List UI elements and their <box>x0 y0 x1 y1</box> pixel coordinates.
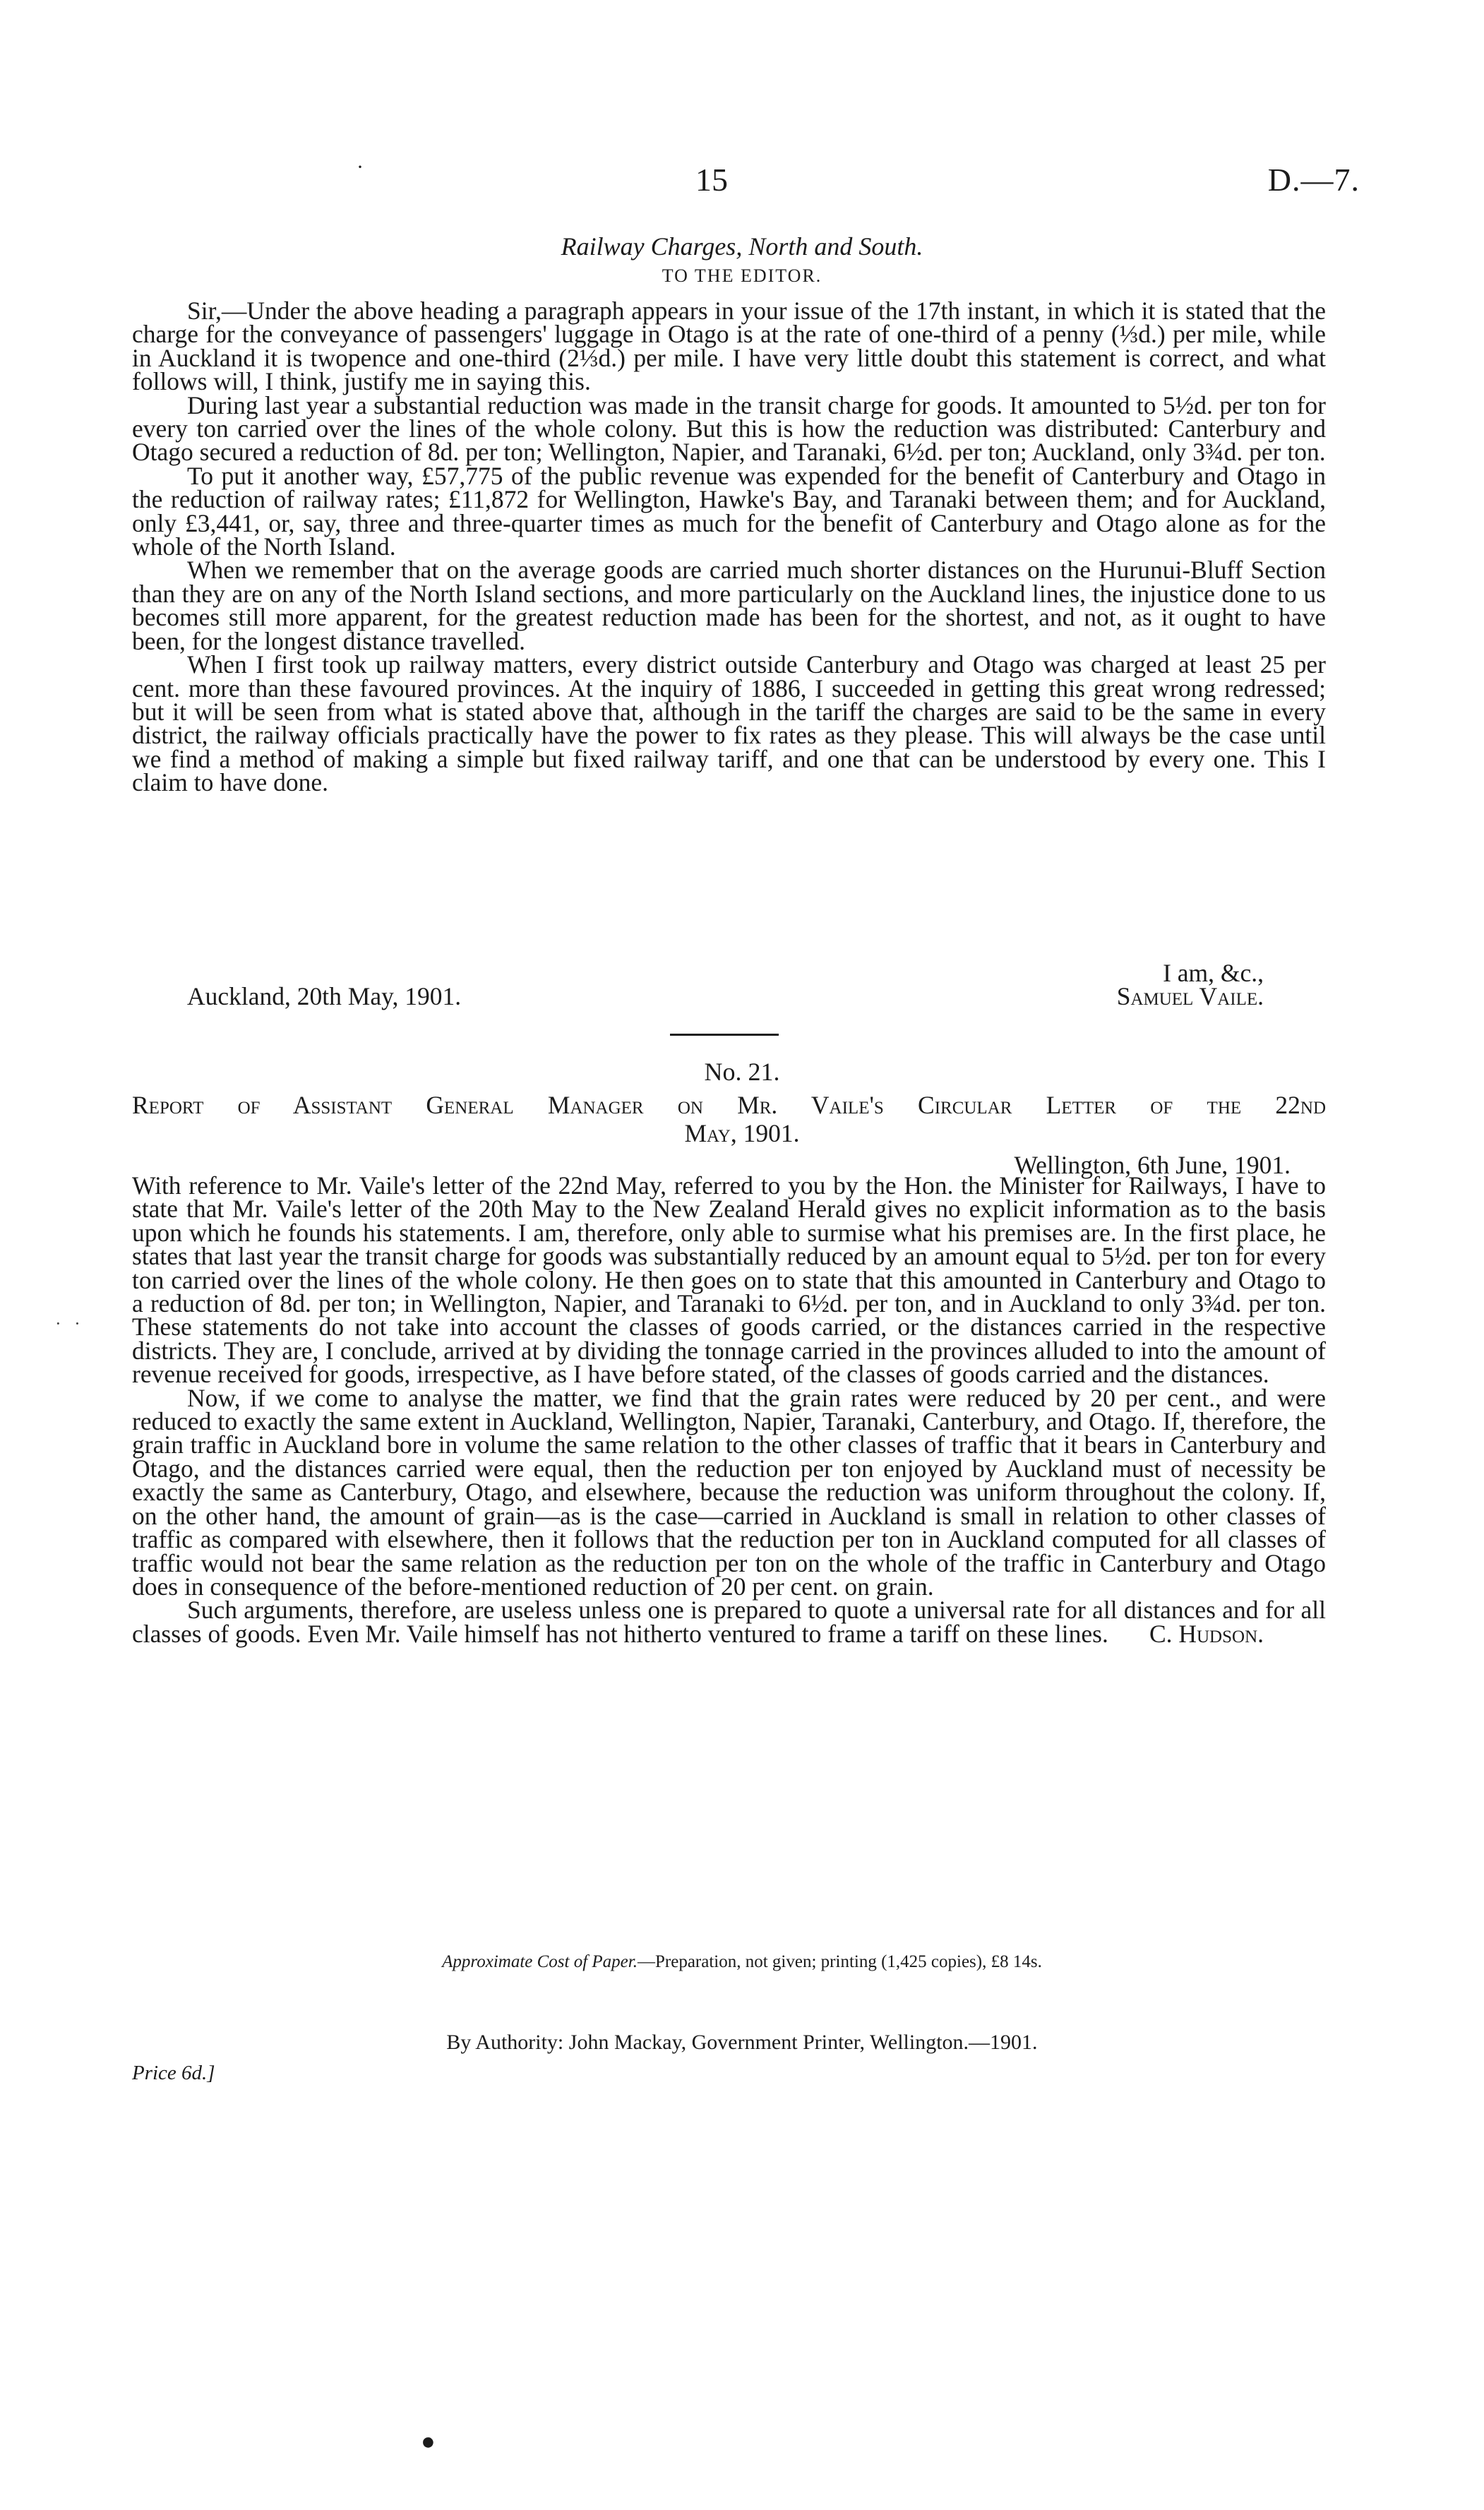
cost-text: —Preparation, not given; printing (1,425 copies), £8 14s. <box>638 1952 1042 1971</box>
price-note: Price 6d.] <box>132 2062 215 2084</box>
letter-signature: Samuel Vaile. <box>1116 982 1264 1010</box>
report-paragraph: With reference to Mr. Vaile's letter of the 22nd May, referred to you by the Hon. the Minister for Railways, I have to state that Mr. Vaile's letter of the 20th May to the New Zealand Herald gives no explicit information as to the basis upon which he founds his statements. I am, therefore, only able to surmise what his premises are. In the first place, he states that last year the transit charge for goods was substantially reduced by an amount equal to 5½d. per ton for every ton carried over the lines of the whole colony. He then goes on to state that this amounted in Canterbury and Otago to a reduction of 8d. per ton; in Wellington, Napier, and Taranaki to 6½d. per ton, and in Auckland to only 3¾d. per ton. These statements do not take into account the classes of goods carried, or the distances carried in the respective districts. They are, I conclude, arrived at by dividing the tonnage carried in the provinces alluded to into the amount of revenue received for goods, irrespective, as I have before stated, of the classes of goods carried and the distances. <box>132 1171 1326 1389</box>
letter-closing: I am, &c., <box>1163 959 1264 987</box>
report-title-line2: May, 1901. <box>684 1119 800 1147</box>
stray-mark: · <box>357 155 364 179</box>
letter-body <box>132 299 1326 795</box>
cost-note <box>0 1952 1484 1972</box>
margin-specks: · · <box>55 1313 85 1334</box>
cost-label: Approximate Cost of Paper. <box>442 1952 638 1971</box>
report-number: No. 21. <box>704 1058 780 1086</box>
report-paragraph: Such arguments, therefore, are useless unless one is prepared to quote a universal rate for all distances and for all classes of goods. Even Mr. Vaile himself has not hitherto ventured to frame a tariff on these lines. <box>132 1596 1326 1648</box>
report-paragraph: Now, if we come to analyse the matter, we find that the grain rates were reduced by 20 per cent., and were reduced to exactly the same extent in Auckland, Wellington, Napier, Taranaki, Canterbury, and Otago. If, therefore, the grain traffic in Auckland bore in volume the same relation to the other classes of traffic that it bears in Canterbury and Otago, and the distances carried were equal, then the reduction per ton enjoyed by Auckland must of necessity be exactly the same as Canterbury, Otago, and elsewhere, because the reduction was uniform throughout the colony. If, on the other hand, the amount of grain—as is the case—carried in Auckland is small in relation to other classes of traffic as compared with elsewhere, then it follows that the reduction per ton in Auckland computed for all classes of traffic would not bear the same relation as the reduction per ton on the whole of the traffic in Canterbury and Otago does in consequence of the before-mentioned reduction of 20 per cent. on grain. <box>132 1383 1326 1601</box>
report-signature: C. Hudson. <box>1149 1620 1264 1649</box>
letter-place-date: Auckland, 20th May, 1901. <box>187 982 462 1010</box>
letter-paragraph: When I first took up railway matters, every district outside Canterbury and Otago was charged at least 25 per cent. more than these favoured provinces. At the inquiry of 1886, I succeeded in getting this great wrong redressed; but it will be seen from what is stated above that, although in the tariff the charges are said to be the same in every district, the railway officials practically have the power to fix rates as they please. This will always be the case until we find a method of making a simple but fixed railway tariff, and one that can be understood by every one. This I claim to have done. <box>132 650 1326 797</box>
letter-paragraph: To put it another way, £57,775 of the public revenue was expended for the benefit of Canterbury and Otago in the reduction of railway rates; £11,872 for Wellington, Hawke's Bay, and Taranaki between them; and for Auckland, only £3,441, or, say, three and three-quarter times as much for the benefit of Canterbury and Otago alone as for the whole of the North Island. <box>132 461 1326 561</box>
letter-closing-block <box>132 959 1326 1010</box>
letter-addressee: TO THE EDITOR. <box>662 265 822 286</box>
report-title-line1: Report of Assistant General Manager on Mr. Vaile's Circular Letter of the 22nd <box>132 1091 1326 1119</box>
report-dateline: Wellington, 6th June, 1901. <box>1014 1151 1291 1179</box>
document-reference: D.—7. <box>1267 162 1360 198</box>
report-body <box>132 1171 1326 1649</box>
letter-paragraph: Sir,—Under the above heading a paragraph appears in your issue of the 17th instant, in which it is stated that the charge for the conveyance of passengers' luggage in Otago is at the rate of one-third of a penny (⅓d.) per mile, while in Auckland it is twopence and one-third (2⅓d.) per mile. I have very little doubt this statement is correct, and what follows will, I think, justify me in saying this. <box>132 297 1326 396</box>
section-divider <box>670 1034 779 1036</box>
ink-blot: ● <box>417 2427 440 2457</box>
letter-paragraph: When we remember that on the average goods are carried much shorter distances on the Hurunui-Bluff Section than they are on any of the North Island sections, and more particularly on the Auckland lines, the injustice done to us becomes still more apparent, for the greatest reduction made has been for the shortest, and not, as it ought to have been, for the longest distance travelled. <box>132 556 1326 655</box>
letter-title: Railway Charges, North and South. <box>561 232 923 261</box>
letter-paragraph: During last year a substantial reduction was made in the transit charge for goods. It amounted to 5½d. per ton for every ton carried over the lines of the whole colony. But this is how the reduction was distributed: Canterbury and Otago secured a reduction of 8d. per ton; Wellington, Napier, and Taranaki, 6½d. per ton; Auckland, only 3¾d. per ton. <box>132 390 1326 467</box>
page-number: 15 <box>695 162 728 198</box>
printer-authority: By Authority: John Mackay, Government Printer, Wellington.—1901. <box>446 2031 1038 2054</box>
